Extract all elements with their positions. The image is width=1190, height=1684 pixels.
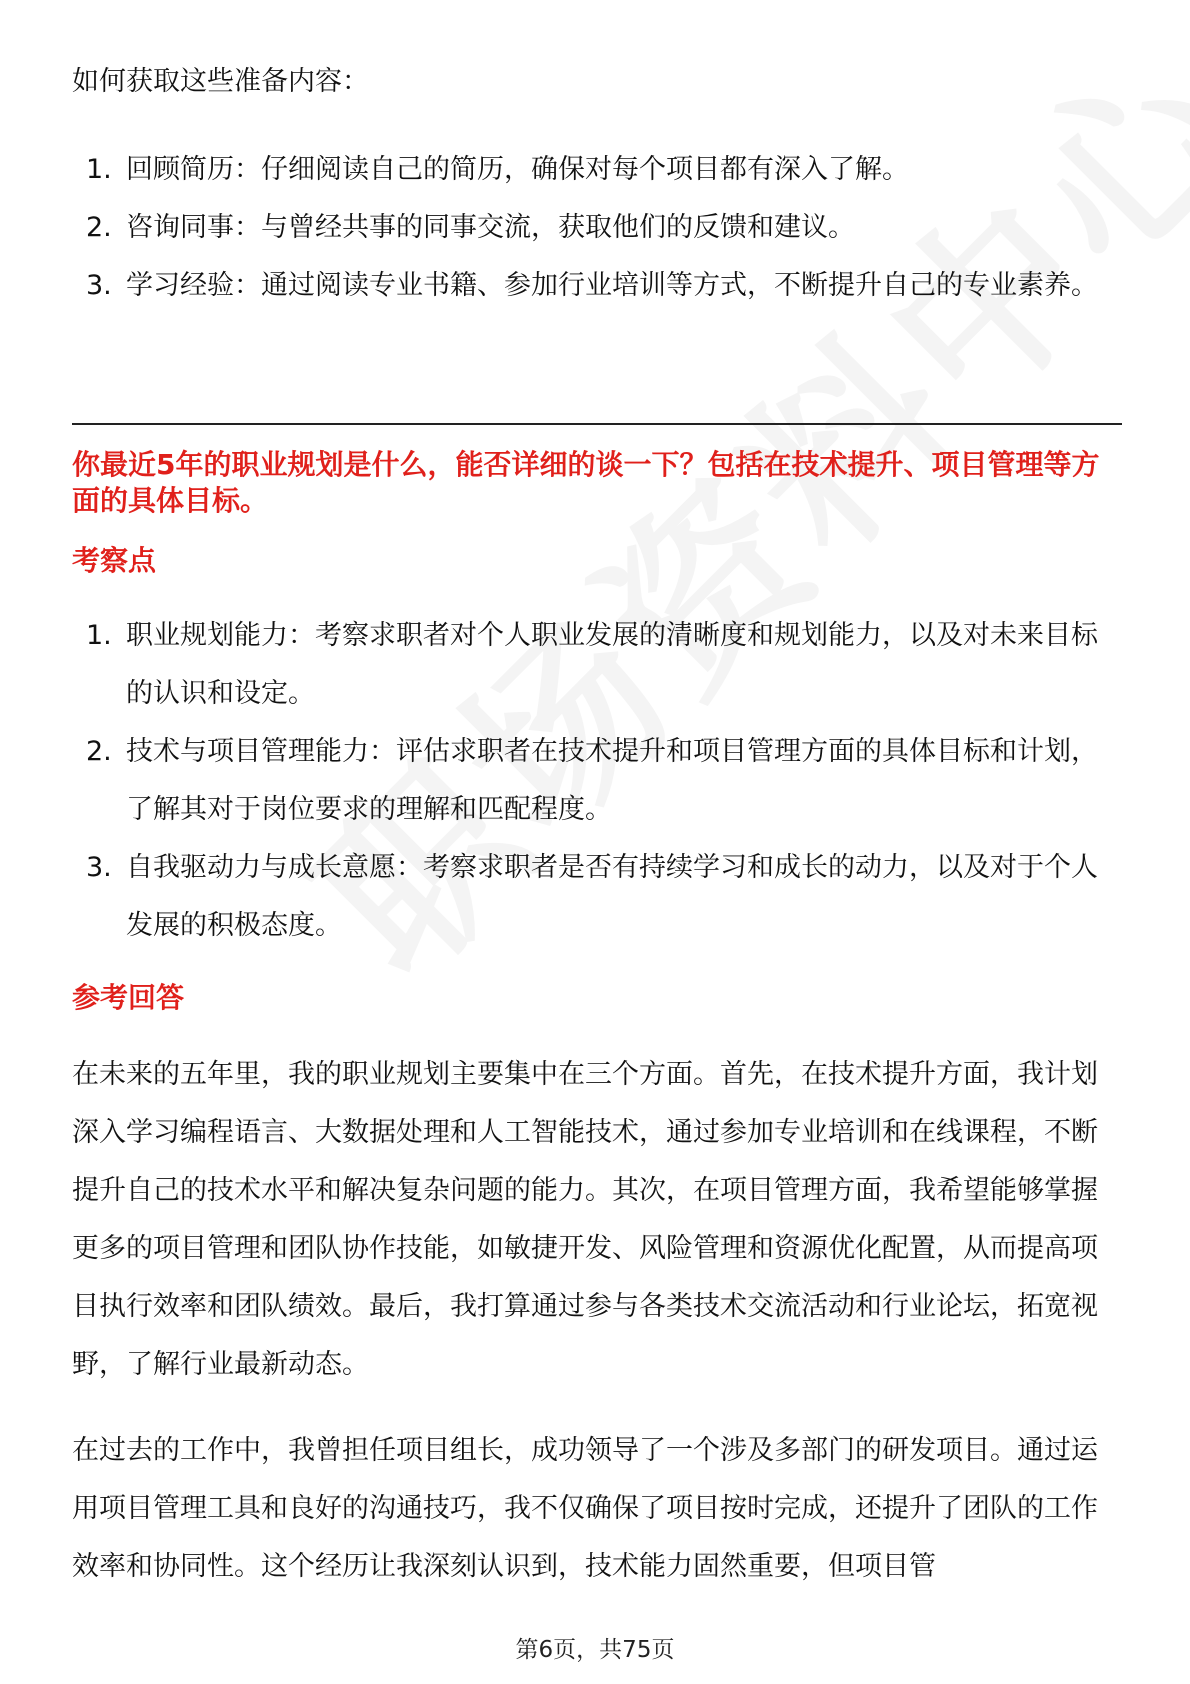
list-number: 1. [86,154,112,185]
list-item [72,839,1122,955]
answer-paragraph: 在未来的五年里，我的职业规划主要集中在三个方面。首先，在技术提升方面，我计划深入学习编程语言、大数据处理和人工智能技术，通过参加专业培训和在线课程，不断提升自己的技术水平和解决复杂问题的能力。其次，在项目管理方面，我希望能够掌握更多的项目管理和团队协作技能，如敏捷开发、风险管理和资源优化配置，从而提高项目执行效率和团队绩效。最后，我打算通过参与各类技术交流活动和行业论坛，拓宽视野，了解行业最新动态。 [72,1059,1098,1380]
intro-text: 如何获取这些准备内容： [72,66,369,97]
list-number: 1. [86,620,112,651]
list-number: 3. [86,852,112,883]
list-item-text: 职业规划能力：考察求职者对个人职业发展的清晰度和规划能力，以及对未来目标的认识和设定。 [126,620,1098,709]
list-number: 3. [86,270,112,301]
focus-label: 考察点 [72,544,157,577]
list-item-text: 技术与项目管理能力：评估求职者在技术提升和项目管理方面的具体目标和计划，了解其对于岗位要求的理解和匹配程度。 [126,736,1098,825]
list-item-text: 回顾简历：仔细阅读自己的简历，确保对每个项目都有深入了解。 [126,154,909,185]
list-item-text: 学习经验：通过阅读专业书籍、参加行业培训等方式，不断提升自己的专业素养。 [126,270,1098,301]
answer-label: 参考回答 [72,981,185,1014]
list-item-text: 咨询同事：与曾经共事的同事交流，获取他们的反馈和建议。 [126,212,855,243]
list-item [72,199,1122,257]
list-item [72,607,1122,723]
list-item [72,141,1122,199]
list-item [72,723,1122,839]
prep-list [72,141,1122,315]
list-item-text: 自我驱动力与成长意愿：考察求职者是否有持续学习和成长的动力，以及对于个人发展的积极态度。 [126,852,1098,941]
list-item [72,257,1122,315]
list-number: 2. [86,736,112,767]
list-number: 2. [86,212,112,243]
question-heading: 你最近5年的职业规划是什么，能否详细的谈一下？包括在技术提升、项目管理等方面的具体目标。 [72,448,1100,517]
page-footer: 第6页，共75页 [515,1637,675,1663]
section-divider [72,423,1122,425]
focus-list [72,607,1122,955]
answer-paragraph: 在过去的工作中，我曾担任项目组长，成功领导了一个涉及多部门的研发项目。通过运用项目管理工具和良好的沟通技巧，我不仅确保了项目按时完成，还提升了团队的工作效率和协同性。这个经历让我深刻认识到，技术能力固然重要，但项目管 [72,1435,1098,1582]
